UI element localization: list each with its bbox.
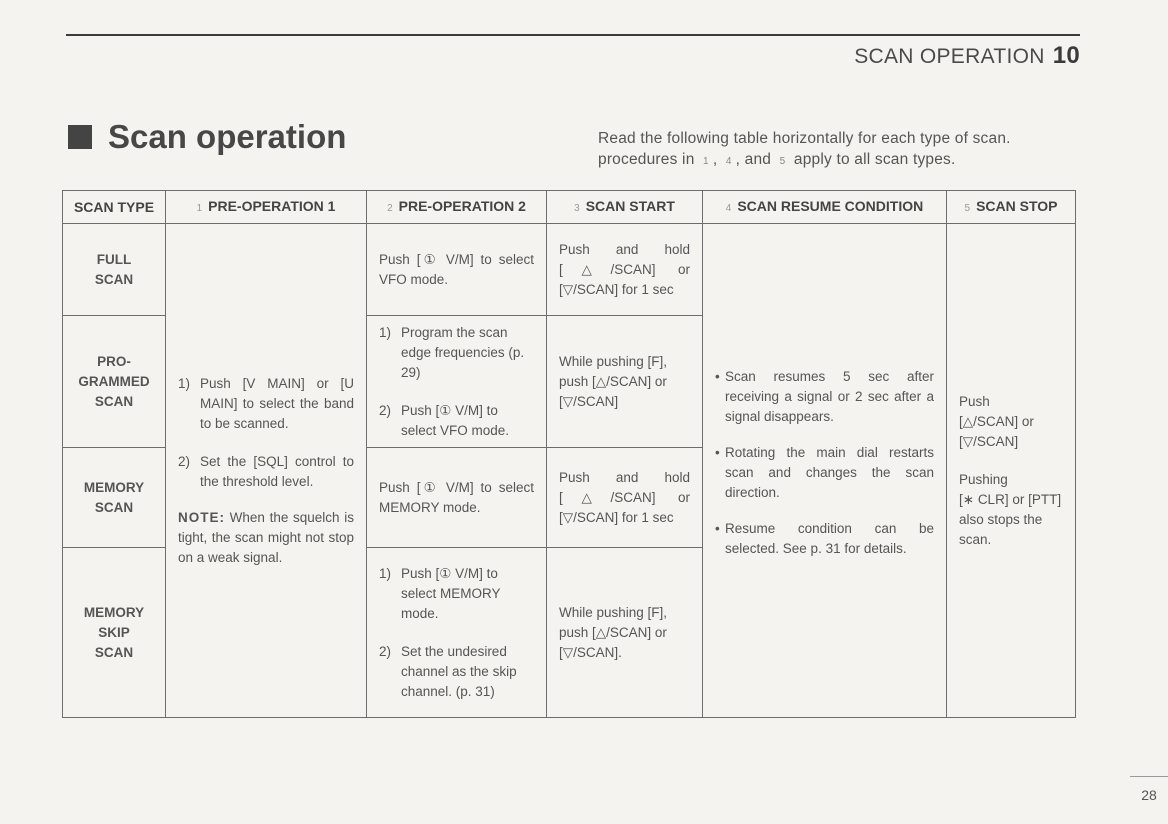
type-line: PRO-	[97, 353, 131, 369]
header-num: 4	[725, 202, 732, 214]
type-line: MEMORY	[83, 604, 145, 620]
intro-text-part: apply to all scan types.	[793, 151, 956, 168]
step-text: Program the scan edge frequencies (p. 29)	[401, 324, 525, 380]
list-item	[178, 374, 354, 434]
list-item	[715, 443, 934, 503]
scan-type-memory	[63, 448, 166, 548]
note	[178, 508, 354, 568]
bullet-icon: •	[715, 444, 720, 460]
type-line: SCAN	[94, 644, 134, 660]
skip-steps	[379, 564, 534, 702]
type-line: SKIP	[98, 624, 130, 640]
step-number: 2)	[178, 453, 191, 469]
pre-operation-1-cell	[166, 224, 367, 718]
header-num: 3	[574, 202, 580, 214]
page-title: Scan operation	[108, 118, 347, 155]
step-text: Push [① V/M] to select VFO mode.	[401, 402, 510, 438]
header-scan-type: SCAN TYPE	[63, 191, 166, 224]
step-number: 1)	[379, 565, 392, 581]
scan-start-memory: Push and hold [△/SCAN] or [▽/SCAN] for 1 sec	[547, 448, 703, 548]
pre-op2-memory-skip	[367, 548, 547, 718]
scan-type-full	[63, 224, 166, 316]
type-line: SCAN	[94, 271, 134, 287]
intro-text	[598, 128, 1068, 172]
stop-push: Push	[959, 393, 990, 409]
table-row	[63, 224, 1076, 316]
section-title: SCAN OPERATION	[854, 45, 1045, 68]
intro-text-part: procedures in	[598, 151, 695, 168]
intro-line-1: Read the following table horizontally for each type of scan.	[598, 130, 1011, 147]
scan-start-full: Push and hold [△/SCAN] or [▽/SCAN] for 1 sec	[547, 224, 703, 316]
step-number: 1)	[379, 324, 392, 340]
header-label: SCAN STOP	[976, 197, 1058, 214]
resume-text: Scan resumes 5 sec after receiving a signal or 2 sec after a signal disappears.	[725, 368, 934, 424]
note-text: When the squelch is tight, the scan might not stop on a weak signal.	[178, 509, 354, 565]
scan-start-programmed: While pushing [F], push [△/SCAN] or [▽/SCAN]	[547, 316, 703, 448]
scan-type-programmed	[63, 316, 166, 448]
intro-sep: ,	[712, 151, 718, 168]
bullet-icon: •	[715, 368, 720, 384]
type-line: SCAN	[94, 499, 134, 515]
header-scan-resume	[703, 191, 947, 224]
pre-op2-memory: Push [① V/M] to select MEMORY mode.	[367, 448, 547, 548]
list-item	[178, 452, 354, 492]
header-label: PRE-OPERATION 2	[398, 197, 526, 214]
scan-type-memory-skip	[63, 548, 166, 718]
step-number: 2)	[379, 402, 392, 418]
top-rule	[66, 34, 1080, 36]
resume-text: Rotating the main dial restarts scan and changes the scan direction.	[725, 444, 934, 500]
table-header-row	[63, 191, 1076, 224]
header-label: PRE-OPERATION 1	[208, 197, 336, 214]
note-label: NOTE:	[178, 509, 225, 525]
step-number: 1)	[178, 375, 191, 391]
programmed-steps	[379, 323, 534, 441]
type-line: FULL	[96, 251, 132, 267]
pre-op1-steps	[178, 374, 354, 492]
header-num: 5	[964, 202, 971, 214]
intro-line-2	[598, 149, 1068, 172]
stop-push-keys: [△/SCAN] or [▽/SCAN]	[959, 413, 1034, 449]
list-item	[379, 564, 534, 624]
bullet-icon: •	[715, 520, 720, 536]
header-pre-operation-2	[367, 191, 547, 224]
type-line: SCAN	[94, 393, 134, 409]
list-item	[379, 642, 534, 702]
header-num: 1	[196, 202, 203, 214]
step-text: Set the undesired channel as the skip channel. (p. 31)	[401, 643, 517, 699]
pre-op2-programmed	[367, 316, 547, 448]
stop-pushing-keys: [∗ CLR] or [PTT] also stops the scan.	[959, 491, 1062, 547]
step-text: Push [V MAIN] or [U MAIN] to select the band to be scanned.	[200, 375, 354, 431]
scan-table	[62, 190, 1076, 718]
section-number: 10	[1052, 42, 1080, 69]
ref-number: 1	[703, 156, 709, 167]
scan-start-memory-skip: While pushing [F], push [△/SCAN] or [▽/SCAN].	[547, 548, 703, 718]
header-scan-stop	[947, 191, 1076, 224]
ref-number: 4	[725, 156, 732, 167]
header-label: SCAN RESUME CONDITION	[737, 197, 924, 214]
section-header	[854, 42, 1080, 70]
type-line: GRAMMED	[78, 373, 150, 389]
resume-text: Resume condition can be selected. See p. 31 for details.	[725, 520, 934, 556]
page-number: 28	[1130, 776, 1168, 813]
step-text: Push [① V/M] to select MEMORY mode.	[401, 565, 501, 621]
scan-stop-cell	[947, 224, 1076, 718]
pre-op2-full: Push [① V/M] to select VFO mode.	[367, 224, 547, 316]
resume-list	[715, 367, 934, 559]
header-label: SCAN START	[585, 197, 675, 214]
title-block	[68, 118, 346, 156]
list-item	[379, 401, 534, 441]
list-item	[715, 367, 934, 427]
intro-sep: , and	[735, 151, 772, 168]
header-scan-start	[547, 191, 703, 224]
title-square-icon	[68, 125, 92, 149]
step-number: 2)	[379, 643, 392, 659]
header-num: 2	[387, 202, 393, 214]
step-text: Set the [SQL] control to the threshold level.	[200, 453, 354, 489]
ref-number: 5	[779, 156, 786, 167]
list-item	[379, 323, 534, 383]
type-line: MEMORY	[83, 479, 145, 495]
list-item	[715, 519, 934, 559]
header-pre-operation-1	[166, 191, 367, 224]
resume-condition-cell	[703, 224, 947, 718]
stop-pushing: Pushing	[959, 471, 1008, 487]
